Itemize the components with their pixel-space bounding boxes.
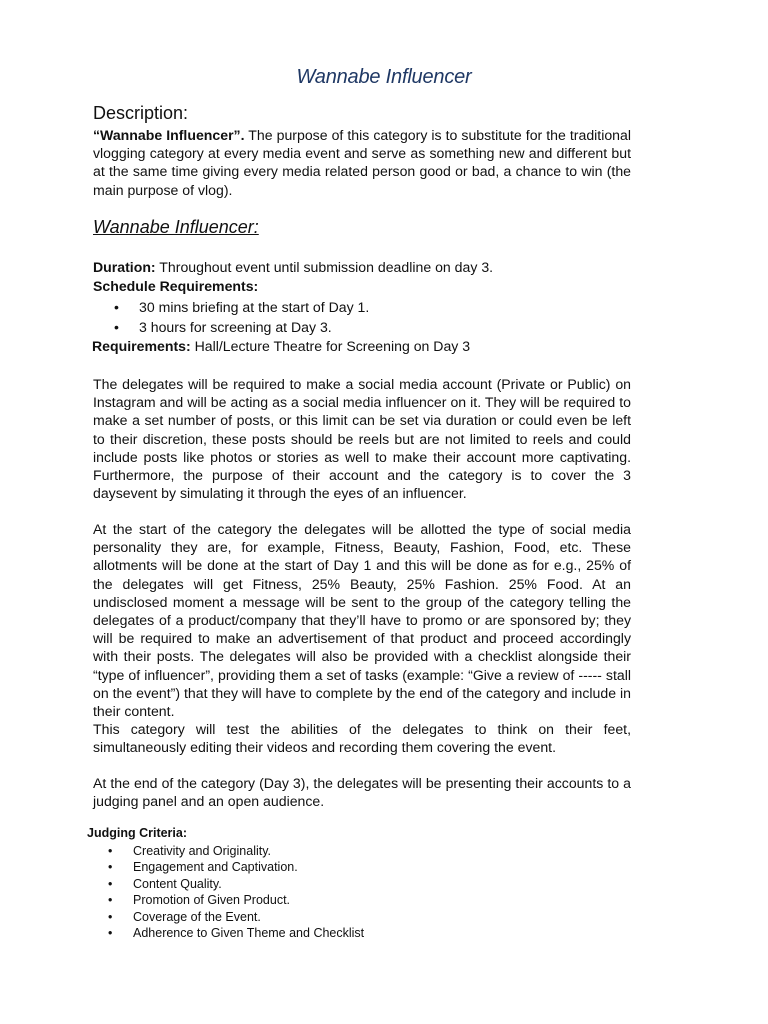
document-title: Wannabe Influencer <box>296 66 472 88</box>
duration-line <box>93 258 493 277</box>
list-item <box>108 843 364 859</box>
list-item <box>108 892 364 908</box>
criteria-item-text: Engagement and Captivation. <box>133 860 298 875</box>
bullet-icon: • <box>114 319 119 335</box>
list-item <box>108 859 364 875</box>
list-item <box>114 317 369 337</box>
criteria-item-text: Adherence to Given Theme and Checklist <box>133 926 365 941</box>
bullet-icon: • <box>108 926 113 941</box>
schedule-item-text: 3 hours for screening at Day 3. <box>139 319 332 335</box>
section-heading: Wannabe Influencer: <box>93 217 259 237</box>
bullet-icon: • <box>108 860 113 875</box>
bullet-icon: • <box>108 893 113 908</box>
schedule-line <box>93 277 258 296</box>
body-paragraph: At the end of the category (Day 3), the delegates will be presenting their accounts to a judging panel and an open audience. <box>93 775 631 810</box>
duration-label: Duration: <box>93 259 156 275</box>
list-item <box>108 876 364 892</box>
description-paragraph <box>93 126 631 199</box>
bullet-icon: • <box>108 876 113 891</box>
body-paragraph: This category will test the abilities of the delegates to think on their feet, simultaneously editing their videos and recording them covering the event. <box>93 721 631 756</box>
description-lead: “Wannabe Influencer”. <box>93 127 245 143</box>
body-paragraph: At the start of the category the delegates will be allotted the type of social media personality they are, for example, Fitness, Beauty, Fashion, Food, etc. These allotments will be done at the start of Day 1 and this will be done as for e.g., 25% of the delegates will get Fitness, 25% Beauty, 25% Fashion. 25% Food. At an undisclosed moment a message will be sent to the group of the category telling the delegates of a product/company that they’ll have to promo or are sponsored by; they will be required to make an advertisement of that product and proceed accordingly with their posts. The delegates will also be provided with a checklist alongside their “type of influencer”, providing them a set of tasks (example: “Give a review of ----- stall on the event”) that they will have to complete by the end of the category and include in their content. <box>93 521 631 720</box>
requirements-line <box>92 337 470 356</box>
criteria-item-text: Promotion of Given Product. <box>133 893 291 908</box>
schedule-item-text: 30 mins briefing at the start of Day 1. <box>139 299 370 315</box>
list-item <box>114 297 370 317</box>
description-heading: Description: <box>93 103 189 123</box>
list-item <box>108 925 365 941</box>
list-item <box>108 909 364 925</box>
schedule-list <box>114 297 370 337</box>
schedule-label: Schedule Requirements: <box>93 278 259 294</box>
bullet-icon: • <box>114 299 119 315</box>
requirements-label: Requirements: <box>92 338 191 354</box>
duration-value: Throughout event until submission deadline on day 3. <box>155 259 494 275</box>
bullet-icon: • <box>108 844 113 858</box>
criteria-item-text: Coverage of the Event. <box>133 909 261 924</box>
description-text: The purpose of this category is to substitute for the traditional vlogging category at every media event and serve as something new and different but at the same time giving every media related person good or bad, a chance to win (the main purpose of vlog). <box>93 127 631 198</box>
judging-criteria-heading: Judging Criteria: <box>87 826 188 840</box>
bullet-icon: • <box>108 909 113 924</box>
criteria-item-text: Creativity and Originality. <box>133 844 272 858</box>
body-paragraph: The delegates will be required to make a social media account (Private or Public) on Instagram and will be acting as a social media influencer on it. They will be required to make a set number of posts, or this limit can be set via duration or could even be left to their discretion, these posts should be reels but are not limited to reels and could include posts like photos or stories as well to make their account more captivating. Furthermore, the purpose of their account and the category is to cover the 3 daysevent by simulating it through the eyes of an influencer. <box>93 376 631 502</box>
judging-criteria-list <box>108 843 365 941</box>
requirements-value: Hall/Lecture Theatre for Screening on Day 3 <box>190 338 471 354</box>
criteria-item-text: Content Quality. <box>133 876 222 891</box>
